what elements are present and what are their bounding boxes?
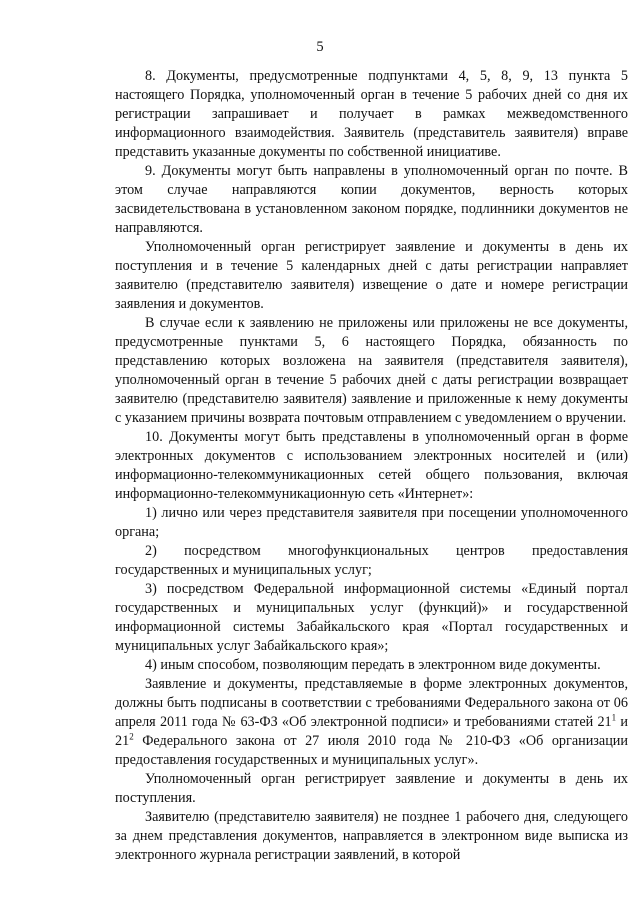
paragraph-electronic-signature [115, 675, 628, 770]
paragraph-item-9: 9. Документы могут быть направлены в уполномоченный орган по почте. В этом случае направляются копии документов, верность которых засвидетельствована в установленном законом порядке, подлинники документов не направляются. [115, 163, 628, 236]
paragraph-extract: Заявителю (представителю заявителя) не позднее 1 рабочего дня, следующего за днем представления документов, направляется в электронном виде выписка из электронного журнала регистрации заявлений, в которой [115, 809, 628, 863]
list-item-1: 1) лично или через представителя заявителя при посещении уполномоченного органа; [115, 505, 628, 540]
list-item-2: 2) посредством многофункциональных центров предоставления государственных и муниципальных услуг; [115, 543, 628, 578]
signature-text-middle: и 21 [115, 714, 629, 749]
paragraph-registration-day: Уполномоченный орган регистрирует заявление и документы в день их поступления. [115, 771, 628, 806]
list-item-3: 3) посредством Федеральной информационной системы «Единый портал государственных и муниципальных услуг (функций)» и государственной информационной системы Забайкальского края «Портал государственных и муниципальных услуг Забайкальского края»; [115, 581, 628, 654]
page-number: 5 [316, 39, 324, 55]
paragraph-item-10: 10. Документы могут быть представлены в уполномоченный орган в форме электронных документов с использованием электронных носителей и (или) информационно-телекоммуникационных сетей общего пользования, включая информационно-телекоммуникационную сеть «Интернет»: [115, 429, 628, 502]
paragraph-return: В случае если к заявлению не приложены или приложены не все документы, предусмотренные пунктами 5, 6 настоящего Порядка, обязанность по представлению которых возложена на заявителя (представителя заявителя), уполномоченный орган в течение 5 рабочих дней с даты регистрации возвращает заявителю (представителю заявителя) заявление и приложенные к нему документы с указанием причины возврата почтовым отправлением с уведомлением о вручении. [115, 315, 628, 426]
signature-text-before: Заявление и документы, представляемые в форме электронных документов, должны быть подписаны в соответствии с требованиями Федерального закона от 06 апреля 2011 года № 63-ФЗ «Об электронной подписи» и требованиями статей 21 [115, 676, 628, 730]
document-body [115, 67, 628, 865]
list-item-4: 4) иным способом, позволяющим передать в электронном виде документы. [145, 657, 601, 673]
paragraph-item-8: 8. Документы, предусмотренные подпунктами 4, 5, 8, 9, 13 пункта 5 настоящего Порядка, уполномоченный орган в течение 5 рабочих дней со дня их регистрации запрашивает и получает в рамках межведомственного информационного взаимодействия. Заявитель (представитель заявителя) вправе представить указанные документы по собственной инициативе. [115, 68, 628, 160]
superscript-2: 2 [129, 731, 134, 742]
superscript-1: 1 [611, 712, 617, 723]
signature-text-after: Федерального закона от 27 июля 2010 года № 210-ФЗ «Об организации предоставления государственных и муниципальных услуг». [115, 733, 628, 768]
paragraph-registration: Уполномоченный орган регистрирует заявление и документы в день их поступления и в течение 5 календарных дней с даты регистрации направляет заявителю (представителю заявителя) извещение о дате и номере регистрации заявления и документов. [115, 239, 628, 312]
